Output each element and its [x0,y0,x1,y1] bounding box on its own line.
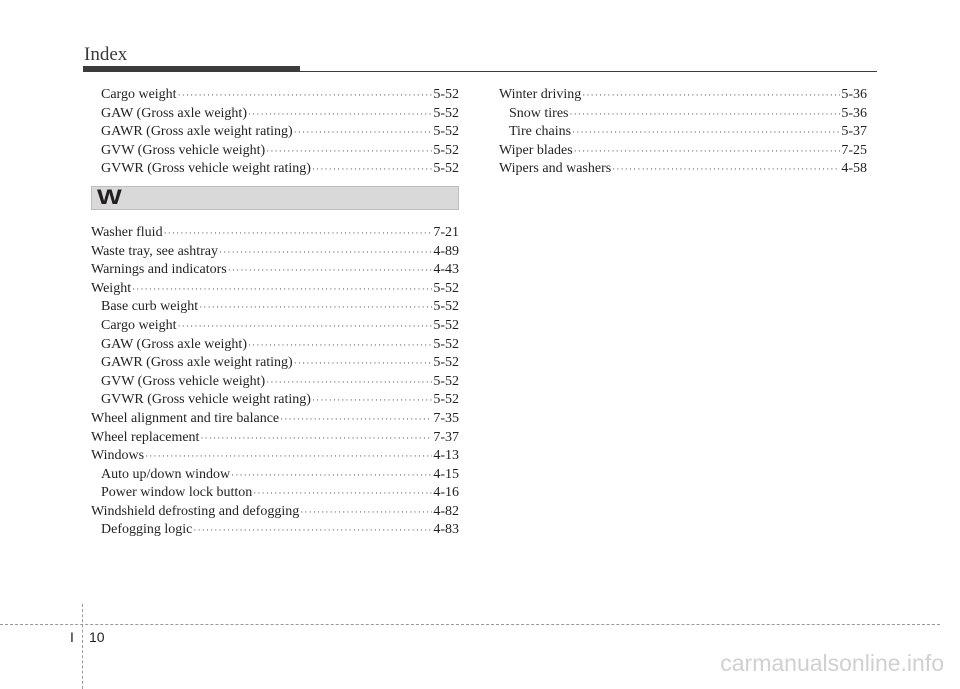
dot-leader [312,391,432,410]
index-subentry [91,466,459,485]
entry-label: Windows [91,448,145,464]
entry-page-ref: 4-89 [433,243,459,259]
index-subentry [91,86,459,105]
entry-page-ref: 4-16 [433,485,459,501]
index-entry [91,224,459,243]
page-number: 10 [89,629,105,645]
dot-leader [612,160,840,179]
index-entry [91,410,459,429]
dot-leader [570,105,841,124]
index-subentry [91,354,459,373]
entry-label: GVW (Gross vehicle weight) [101,142,266,158]
dot-leader [248,105,432,124]
index-subentry [91,298,459,317]
entry-page-ref: 4-43 [433,262,459,278]
entry-label: Wheel alignment and tire balance [91,410,280,426]
entry-label: Snow tires [509,105,569,121]
entry-label: GAWR (Gross axle weight rating) [101,355,293,371]
dot-leader [178,86,433,105]
entry-page-ref: 5-52 [433,161,459,177]
entry-page-ref: 4-83 [433,522,459,538]
section-letter: W [97,185,122,209]
dot-leader [294,354,433,373]
index-subentry [91,373,459,392]
dot-leader [193,521,432,540]
entry-page-ref: 5-52 [433,280,459,296]
entry-label: Tire chains [509,124,572,140]
entry-page-ref: 5-36 [841,87,867,102]
dot-leader [178,317,433,336]
entry-label: Warnings and indicators [91,262,227,278]
index-subentry [91,391,459,410]
dot-leader [294,123,433,142]
entry-label: GVW (Gross vehicle weight) [101,373,266,389]
entry-page-ref: 7-21 [433,224,459,240]
dot-leader [200,429,432,448]
entry-label: Defogging logic [101,522,193,538]
dot-leader [199,298,432,317]
index-entry [91,243,459,262]
entry-page-ref: 7-35 [433,410,459,426]
index-entry [499,160,867,179]
dot-leader [248,336,432,355]
page-title: Index [84,44,128,65]
header-accent-bar [83,66,300,72]
dot-leader [132,280,432,299]
index-entry [499,142,867,161]
entry-label: Auto up/down window [101,466,231,482]
dot-leader [300,503,432,522]
entry-page-ref: 5-37 [841,124,867,140]
index-entry [499,86,867,105]
entry-label: Winter driving [499,87,582,102]
entry-label: GAW (Gross axle weight) [101,336,247,352]
dot-leader [572,123,840,142]
dot-leader [266,373,432,392]
entry-page-ref: 5-52 [433,355,459,371]
dot-leader [228,261,433,280]
entry-label: Waste tray, see ashtray [91,243,219,259]
right-entries [499,86,867,179]
entry-page-ref: 7-25 [841,142,867,158]
index-subentry [91,160,459,179]
entry-label: GAW (Gross axle weight) [101,105,247,121]
index-entry [91,280,459,299]
index-subentry [91,142,459,161]
entry-page-ref: 5-36 [841,105,867,121]
entry-label: Washer fluid [91,224,163,240]
entry-page-ref: 5-52 [433,142,459,158]
index-subentry [91,521,459,540]
entry-page-ref: 5-52 [433,299,459,315]
dot-leader [574,142,841,161]
entry-page-ref: 5-52 [433,392,459,408]
index-subentry [91,484,459,503]
section-w-entries [91,224,459,540]
entry-page-ref: 4-58 [841,161,867,177]
dot-leader [253,484,432,503]
dot-leader [280,410,432,429]
index-subentry [499,105,867,124]
footer-section-label: I [70,629,74,645]
continued-entries [91,86,459,179]
entry-label: Weight [91,280,132,296]
entry-label: GAWR (Gross axle weight rating) [101,124,293,140]
entry-label: Wheel replacement [91,429,200,445]
entry-label: Cargo weight [101,317,177,333]
entry-page-ref: 5-52 [433,87,459,102]
index-subentry [91,317,459,336]
index-subentry [91,105,459,124]
entry-page-ref: 4-13 [433,448,459,464]
entry-page-ref: 4-15 [433,466,459,482]
entry-page-ref: 5-52 [433,105,459,121]
entry-label: Wiper blades [499,142,573,158]
index-entry [91,429,459,448]
entry-label: Windshield defrosting and defogging [91,503,300,519]
entry-label: Cargo weight [101,87,177,102]
dot-leader [164,224,433,243]
entry-page-ref: 5-52 [433,336,459,352]
dot-leader [219,243,432,262]
entry-label: Base curb weight [101,299,199,315]
dot-leader [312,160,432,179]
entry-page-ref: 5-52 [433,317,459,333]
watermark: carmanualsonline.info [720,650,944,676]
header-rule [300,71,877,72]
index-subentry [91,336,459,355]
dot-leader [231,466,432,485]
entry-label: Power window lock button [101,485,253,501]
entry-page-ref: 7-37 [433,429,459,445]
section-header-w [91,186,459,210]
index-right-column [499,86,867,179]
index-subentry [499,123,867,142]
entry-page-ref: 5-52 [433,373,459,389]
entry-label: GVWR (Gross vehicle weight rating) [101,161,311,177]
entry-page-ref: 4-82 [433,503,459,519]
index-entry [91,503,459,522]
index-entry [91,261,459,280]
footer-divider [82,604,83,689]
entry-label: GVWR (Gross vehicle weight rating) [101,392,311,408]
index-left-column [91,86,459,540]
dot-leader [582,86,840,105]
dot-leader [145,447,432,466]
entry-label: Wipers and washers [499,161,612,177]
index-entry [91,447,459,466]
footer-rule [0,624,940,625]
index-subentry [91,123,459,142]
dot-leader [266,142,432,161]
entry-page-ref: 5-52 [433,124,459,140]
